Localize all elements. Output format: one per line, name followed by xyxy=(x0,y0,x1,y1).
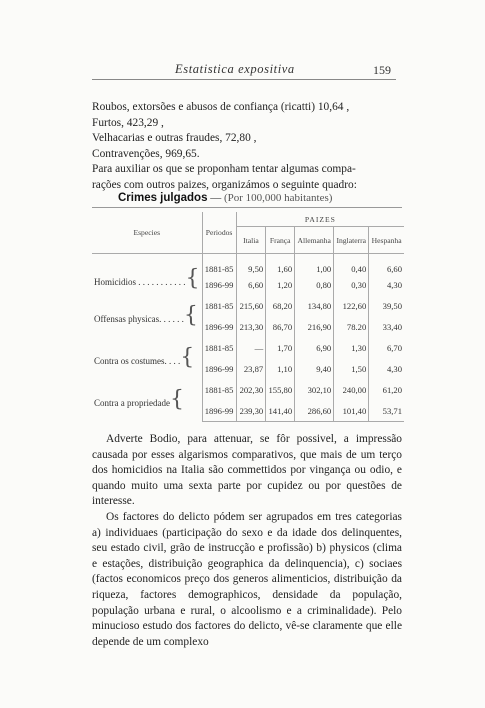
crime-category-label: Contra os costumes. . . . xyxy=(94,356,181,366)
value-cell: 9,40 xyxy=(295,359,334,380)
value-cell: 1,70 xyxy=(266,338,295,359)
value-cell: 1,10 xyxy=(266,359,295,380)
period-cell: 1896-99 xyxy=(202,401,236,422)
table-caption-title: Crimes julgados xyxy=(118,192,208,204)
value-cell: 302,10 xyxy=(295,380,334,401)
value-cell: 78.20 xyxy=(334,317,369,338)
value-cell: 6,70 xyxy=(369,338,404,359)
value-cell: 39,50 xyxy=(369,296,404,317)
crime-category-label: Offensas physicas. . . . . . xyxy=(94,314,184,324)
brace-icon: { xyxy=(183,303,198,328)
value-cell: 61,20 xyxy=(369,380,404,401)
table-top-rule xyxy=(92,207,402,208)
header-country: França xyxy=(266,227,295,254)
value-cell: 134,80 xyxy=(295,296,334,317)
value-cell: 4,30 xyxy=(369,359,404,380)
table-row xyxy=(92,338,404,359)
intro-block xyxy=(92,100,402,194)
brace-icon: { xyxy=(180,345,195,370)
table-caption-subtitle: (Por 100,000 habitantes) xyxy=(223,192,333,204)
header-especies: Especies xyxy=(92,212,202,254)
period-cell: 1881-85 xyxy=(202,296,236,317)
header-country: Inglaterra xyxy=(334,227,369,254)
value-cell: 1,20 xyxy=(266,275,295,296)
value-cell: 202,30 xyxy=(236,380,266,401)
body-text xyxy=(92,432,402,650)
intro-line: Furtos, 423,29 , xyxy=(92,116,164,129)
intro-line: Velhacarias e outras fraudes, 72,80 , xyxy=(92,132,257,145)
table-caption-dash: — xyxy=(207,192,224,204)
value-cell: 1,50 xyxy=(334,359,369,380)
value-cell: 286,60 xyxy=(295,401,334,422)
value-cell: 4,30 xyxy=(369,275,404,296)
header-country: Hespanha xyxy=(369,227,404,254)
crime-category xyxy=(92,380,202,422)
value-cell: 6,60 xyxy=(236,275,266,296)
period-cell: 1896-99 xyxy=(202,317,236,338)
value-cell: 33,40 xyxy=(369,317,404,338)
brace-icon: { xyxy=(169,387,184,412)
value-cell: 122,60 xyxy=(334,296,369,317)
header-paizes: PAIZES xyxy=(236,212,404,227)
header-periodos: Periodos xyxy=(202,212,236,254)
header-rule xyxy=(92,79,396,80)
header-country: Allemanha xyxy=(295,227,334,254)
value-cell: 0,40 xyxy=(334,254,369,275)
value-cell: 0,30 xyxy=(334,275,369,296)
period-cell: 1896-99 xyxy=(202,275,236,296)
table-row xyxy=(92,296,404,317)
body-paragraph: Adverte Bodio, para attenuar, se fôr possivel, a impressão causada por esses algarismos comparativos, que mais de um terço dos homicidios na Italia são commettidos por vingança ou odio, e quando muito uma sexta parte por cupidez ou por questões de interesse. xyxy=(92,433,402,508)
value-cell: 216,90 xyxy=(295,317,334,338)
value-cell: 215,60 xyxy=(236,296,266,317)
intro-line: Contravenções, 969,65. xyxy=(92,147,200,160)
value-cell: 23,87 xyxy=(236,359,266,380)
value-cell: 68,20 xyxy=(266,296,295,317)
intro-line: Roubos, extorsões e abusos de confiança (ricatti) 10,64 , xyxy=(92,101,350,113)
period-cell: 1896-99 xyxy=(202,359,236,380)
value-cell: 141,40 xyxy=(266,401,295,422)
value-cell: 86,70 xyxy=(266,317,295,338)
crime-category-label: Contra a propriedade xyxy=(94,398,170,408)
value-cell: 240,00 xyxy=(334,380,369,401)
value-cell: 0,80 xyxy=(295,275,334,296)
period-cell: 1881-85 xyxy=(202,338,236,359)
intro-line: Para auxiliar os que se proponham tentar algumas compa- xyxy=(92,163,356,176)
crime-category xyxy=(92,296,202,338)
value-cell: 1,30 xyxy=(334,338,369,359)
page-number: 159 xyxy=(373,63,391,77)
running-head xyxy=(0,62,485,78)
value-cell: 53,71 xyxy=(369,401,404,422)
body-paragraph: Os factores do delicto pódem ser agrupados em tres categorias a) individuaes (participação do sexo e da idade dos delinquentes, seu estado civil, grão de instrucção e profissão) b) physicos (clima e estações, distribuição geographica da delinquencia), c) sociaes (factos economicos preço dos generos alimenticios, distribuição da riqueza, factores demographicos, densidade da população, população urbana e rural, o alcoolismo e a criminalidade). Pelo minucioso estudo dos factores do delicto, vê-se claramente que elle depende de um complexo xyxy=(92,510,402,648)
value-cell: 155,80 xyxy=(266,380,295,401)
period-cell: 1881-85 xyxy=(202,254,236,275)
table-row xyxy=(92,380,404,401)
value-cell: 101,40 xyxy=(334,401,369,422)
intro-line: rações com outros paizes, organizámos o seguinte quadro: xyxy=(92,178,357,191)
value-cell: 213,30 xyxy=(236,317,266,338)
crime-category-label: Homicidios . . . . . . . . . . . xyxy=(94,277,186,288)
crime-category xyxy=(92,254,202,296)
brace-icon: { xyxy=(185,266,200,292)
header-country: Italia xyxy=(236,227,266,254)
table-caption xyxy=(118,192,398,204)
value-cell: 1,60 xyxy=(266,254,295,275)
value-cell: — xyxy=(236,338,266,359)
period-cell: 1881-85 xyxy=(202,380,236,401)
value-cell: 9,50 xyxy=(236,254,266,275)
value-cell: 1,00 xyxy=(295,254,334,275)
crimes-table xyxy=(92,212,404,422)
value-cell: 239,30 xyxy=(236,401,266,422)
crime-category xyxy=(92,338,202,380)
value-cell: 6,60 xyxy=(369,254,404,275)
running-head-title: Estatistica expositiva xyxy=(175,62,295,76)
table-row xyxy=(92,254,404,275)
value-cell: 6,90 xyxy=(295,338,334,359)
